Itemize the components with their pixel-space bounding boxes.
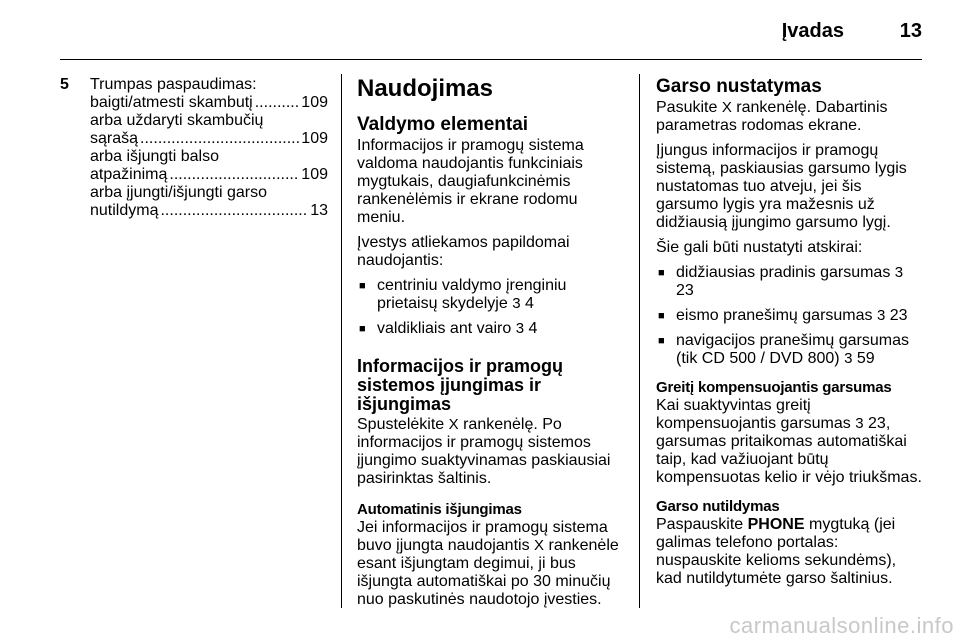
bullet-square-icon: ■	[359, 280, 366, 292]
power-knob-icon: X	[448, 416, 459, 433]
subheading: Valdymo elementai	[357, 114, 529, 135]
entry-page: 109	[301, 94, 328, 111]
page-ref[interactable]: 4	[524, 295, 534, 312]
column-3	[656, 76, 922, 595]
subheading-small: Automatinis išjungimas	[357, 501, 522, 518]
page-reference-icon: 3	[515, 320, 525, 337]
entry-line: arba įjungti/išjungti garso	[90, 184, 267, 201]
section-heading: Naudojimas	[357, 75, 494, 102]
entry-page: 109	[301, 166, 328, 183]
paragraph: Informacijos ir pramogų sistema valdoma naudojantis funkciniais mygtukais, daugiafunkcinėmis rankenėlėmis ir ekrane rodomu meniu.	[357, 137, 584, 226]
dot-leader	[140, 130, 299, 148]
paragraph: Jei informacijos ir pramogų sistema buvo įjungta naudojantis X rankenėle esant išjungtam degimui, ji bus išjungta automatiškai po 30 minučių nuo paskutinės naudotojo įvesties.	[357, 519, 619, 608]
page-ref[interactable]: 59	[856, 350, 875, 367]
power-knob-icon: X	[534, 537, 545, 554]
bullet-square-icon: ■	[658, 335, 665, 347]
dot-leader	[169, 166, 299, 184]
dot-leader	[255, 94, 300, 112]
bullet-item	[656, 332, 922, 368]
entry-page: 109	[301, 130, 328, 147]
paragraph: Pasukite X rankenėlę. Dabartinis parametras rodomas ekrane.	[656, 99, 888, 134]
paragraph: Šie gali būti nustatyti atskirai:	[656, 239, 863, 256]
paragraph: Spustelėkite X rankenėlę. Po informacijos ir pramogų sistemos įjungimo suaktyvinamas paskiausiai pasirinktas šaltinis.	[357, 416, 611, 487]
bullet-square-icon: ■	[658, 310, 665, 322]
entry-label: nutildymą	[90, 202, 159, 219]
column-1	[60, 76, 328, 220]
entry-line: arba uždaryti skambučių	[90, 112, 264, 129]
entry-page: 13	[310, 202, 328, 219]
item-number: 5	[60, 76, 69, 93]
section-title: Įvadas	[781, 20, 844, 42]
toc-entry	[90, 94, 328, 112]
page-reference-icon: 3	[894, 264, 904, 281]
entry-label: sąrašą	[90, 130, 139, 147]
bullet-square-icon: ■	[359, 323, 366, 335]
bullet-text: didžiausias pradinis garsumas	[676, 264, 891, 281]
dot-leader	[160, 202, 308, 220]
bullet-square-icon: ■	[658, 267, 665, 279]
page-reference-icon: 3	[512, 295, 521, 312]
paragraph: Įjungus informacijos ir pramogų sistemą, paskiausias garsumo lygis nustatomas tuo atveju, jei šis garsumo lygis yra mažesnis už didžiausią įjungimo garsumo lygį.	[656, 142, 907, 231]
header-rule	[60, 59, 922, 60]
subheading-small: Garso nutildymas	[656, 498, 780, 515]
item-body	[90, 76, 328, 220]
toc-entry	[90, 166, 328, 184]
bullet-text: eismo pranešimų garsumas	[676, 307, 873, 324]
page-header	[0, 0, 960, 60]
entry-line: arba išjungti balso	[90, 148, 219, 165]
toc-entry	[90, 130, 328, 148]
bullet-text: centriniu valdymo įrenginiu prietaisų skydelyje	[377, 277, 567, 312]
paragraph: Įvestys atliekamos papildomai naudojantis:	[357, 234, 570, 269]
page-reference-icon: 3	[844, 350, 853, 367]
bullet-text: navigacijos pranešimų garsumas (tik CD 500 / DVD 800)	[676, 332, 909, 367]
page-reference-icon: 3	[876, 307, 886, 324]
entry-label: atpažinimą	[90, 166, 168, 183]
paragraph: Kai suaktyvintas greitį kompensuojantis garsumas 3 23, garsumas pritaikomas automatiškai taip, kad važiuojant būtų kompensuotas kelio ir vėjo triukšmas.	[656, 397, 922, 486]
bullet-item	[357, 277, 627, 313]
page-ref[interactable]: 23	[868, 415, 886, 432]
page-number: 13	[899, 20, 922, 42]
paragraph: Paspauskite PHONE mygtuką (jei galimas telefono portalas: nuspauskite kelioms sekundėms), kad nutildytumėte garso šaltinius.	[656, 516, 897, 587]
column-divider-1	[341, 74, 342, 608]
entry-label: baigti/atmesti skambutį	[90, 94, 253, 111]
column-2	[357, 76, 627, 616]
item-intro: Trumpas paspaudimas:	[90, 76, 257, 93]
phone-button-label: PHONE	[747, 516, 805, 533]
subheading-small: Greitį kompensuojantis garsumas	[656, 379, 892, 396]
page-ref[interactable]: 23	[676, 282, 694, 299]
section-heading: Garso nustatymas	[656, 76, 822, 97]
subheading: Informacijos ir pramogų sistemos įjungimas ir išjungimas	[357, 356, 564, 414]
bullet-item	[656, 264, 922, 300]
column-divider-2	[639, 74, 640, 608]
toc-entry	[90, 202, 328, 220]
power-knob-icon: X	[721, 99, 732, 116]
bullet-item	[656, 307, 922, 325]
page-ref[interactable]: 4	[528, 320, 538, 337]
page-reference-icon: 3	[855, 415, 864, 432]
bullet-item	[357, 320, 627, 338]
page-ref[interactable]: 23	[889, 307, 908, 324]
bullet-text: valdikliais ant vairo	[377, 320, 512, 337]
watermark: carmanualsonline.info	[729, 613, 954, 638]
